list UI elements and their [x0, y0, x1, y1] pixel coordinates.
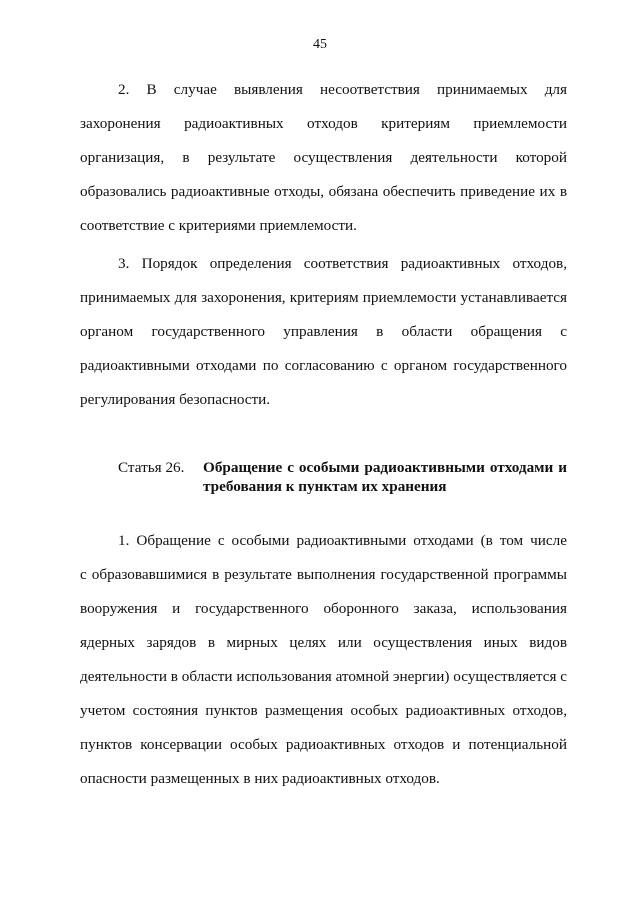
article-label: Статья 26.	[118, 459, 185, 476]
paragraph-3-line-5: регулирования безопасности.	[80, 391, 271, 408]
paragraph-2-line-1: 2. В случае выявления несоответствия принимаемых для	[118, 81, 567, 98]
article-paragraph-1-line-3: вооружения и государственного оборонного заказа, использования	[80, 600, 567, 617]
paragraph-2-line-4: образовались радиоактивные отходы, обязана обеспечить приведение их в	[80, 183, 567, 200]
paragraph-2-line-5: соответствие с критериями приемлемости.	[80, 217, 357, 234]
article-paragraph-1-line-4: ядерных зарядов в мирных целях или осуществления иных видов	[80, 634, 567, 651]
article-title-line-1: Обращение с особыми радиоактивными отходами и	[203, 459, 567, 476]
article-paragraph-1-line-8: опасности размещенных в них радиоактивных отходов.	[80, 770, 440, 787]
article-paragraph-1-line-5: деятельности в области использования атомной энергии) осуществляется с	[80, 668, 567, 685]
article-paragraph-1-line-6: учетом состояния пунктов размещения особых радиоактивных отходов,	[80, 702, 567, 719]
page-number: 45	[313, 37, 327, 52]
article-paragraph-1-line-7: пунктов консервации особых радиоактивных отходов и потенциальной	[80, 736, 567, 753]
paragraph-3-line-4: радиоактивными отходами по согласованию с органом государственного	[80, 357, 567, 374]
article-title-line-2: требования к пунктам их хранения	[203, 478, 447, 495]
article-paragraph-1-line-2: с образовавшимися в результате выполнения государственной программы	[80, 566, 567, 583]
paragraph-3-line-2: принимаемых для захоронения, критериям приемлемости устанавливается	[80, 289, 567, 306]
paragraph-3-line-3: органом государственного управления в области обращения с	[80, 323, 567, 340]
paragraph-3-line-1: 3. Порядок определения соответствия радиоактивных отходов,	[118, 255, 567, 272]
paragraph-2-line-2: захоронения радиоактивных отходов критериям приемлемости	[80, 115, 567, 132]
article-paragraph-1-line-1: 1. Обращение с особыми радиоактивными отходами (в том числе	[118, 532, 567, 549]
paragraph-2-line-3: организация, в результате осуществления деятельности которой	[80, 149, 567, 166]
